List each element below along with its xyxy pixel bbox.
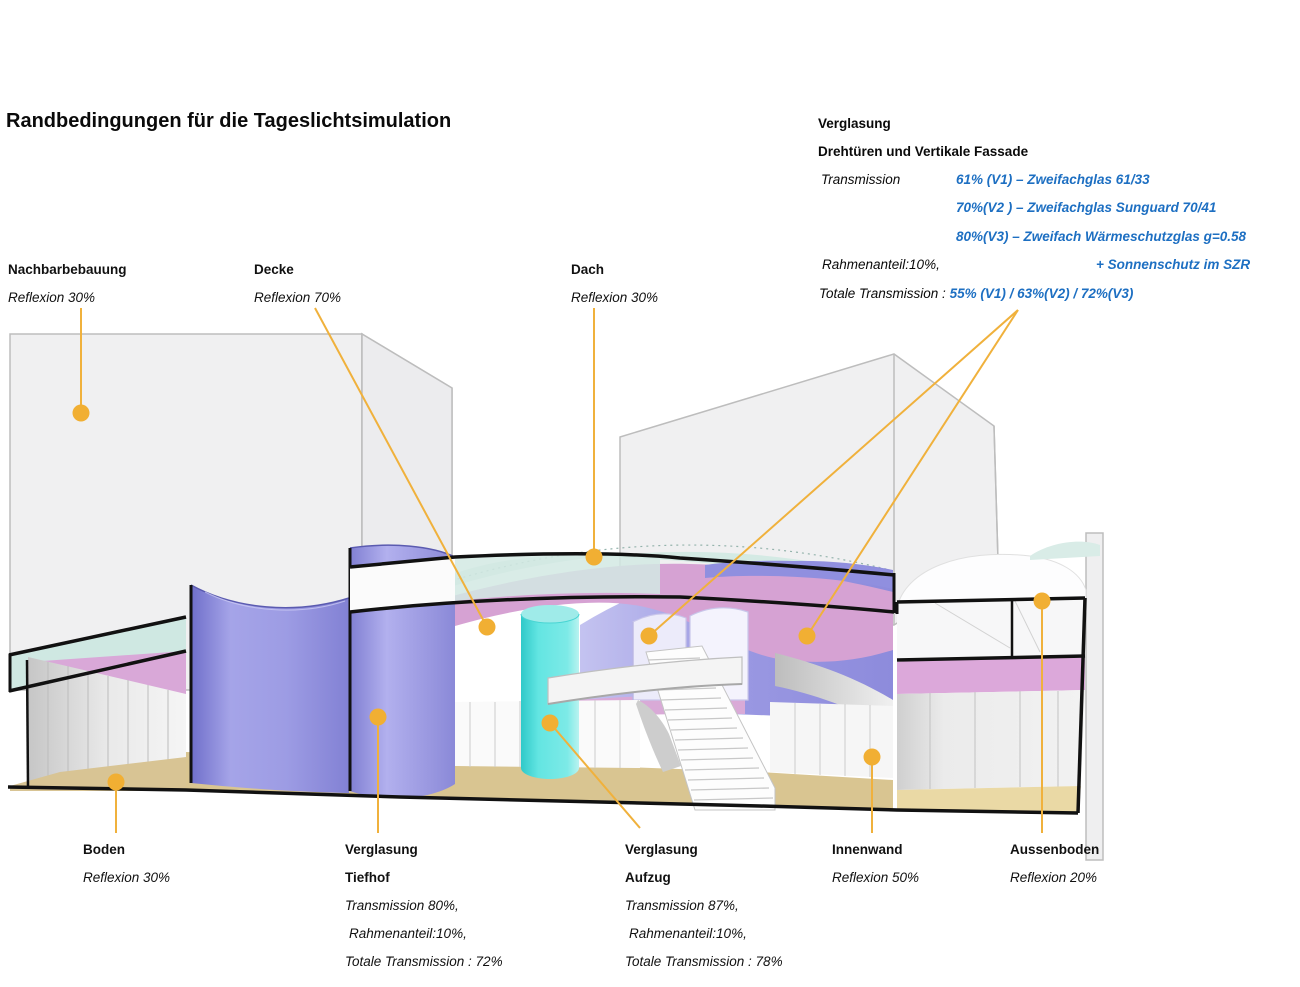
annotation-value: Reflexion 70%	[254, 290, 342, 305]
dot-glazing-1	[641, 628, 658, 645]
glazing-heading: Verglasung	[818, 116, 891, 131]
annotation-value: Reflexion 30%	[8, 290, 96, 305]
annotation-line3: Totale Transmission : 78%	[625, 954, 783, 969]
transmission-option-v2: 70%(V2 ) – Zweifachglas Sunguard 70/41	[956, 200, 1217, 215]
dot-aussenboden	[1034, 593, 1051, 610]
annotation-line3: Totale Transmission : 72%	[345, 954, 503, 969]
annotation-subtitle: Tiefhof	[345, 870, 390, 885]
total-transmission-label: Totale Transmission :	[819, 286, 946, 301]
glazing-subheading: Drehtüren und Vertikale Fassade	[818, 144, 1029, 159]
page-title: Randbedingungen für die Tageslichtsimulation	[6, 110, 452, 132]
dot-boden	[108, 774, 125, 791]
dot-tiefhof	[370, 709, 387, 726]
frame-fraction-label: Rahmenanteil:10%,	[822, 257, 940, 272]
annotation-value: Reflexion 50%	[832, 870, 920, 885]
total-transmission-values: 55% (V1) / 63%(V2) / 72%(V3)	[949, 286, 1134, 301]
annotation-line1: Transmission 87%,	[625, 898, 739, 913]
annotation-title: Aussenboden	[1010, 842, 1100, 857]
annotation-title: Verglasung	[345, 842, 418, 857]
transmission-option-v3: 80%(V3) – Zweifach Wärmeschutzglas g=0.58	[956, 229, 1246, 244]
dot-decke	[479, 619, 496, 636]
annotation-title: Boden	[83, 842, 125, 857]
dot-aufzug	[542, 715, 559, 732]
dot-nachbarbebauung	[73, 405, 90, 422]
annotation-line1: Transmission 80%,	[345, 898, 459, 913]
right-section	[897, 598, 1085, 813]
annotation-value: Reflexion 30%	[83, 870, 171, 885]
annotation-title: Verglasung	[625, 842, 698, 857]
annotation-aussenboden	[1010, 836, 1099, 892]
dot-innenwand	[864, 749, 881, 766]
annotation-title: Innenwand	[832, 842, 903, 857]
annotation-verglasung-tiefhof	[345, 836, 503, 976]
total-transmission-row	[819, 286, 1133, 301]
annotation-nachbarbebauung	[8, 256, 127, 312]
annotation-verglasung-aufzug	[625, 836, 783, 976]
dot-dach	[586, 549, 603, 566]
annotation-value: Reflexion 20%	[1010, 870, 1098, 885]
right-pink-band	[897, 657, 1085, 694]
annotation-title: Dach	[571, 262, 605, 277]
annotation-dach	[571, 256, 658, 312]
annotation-value: Reflexion 30%	[571, 290, 659, 305]
transmission-label: Transmission	[821, 172, 901, 187]
annotation-decke	[254, 256, 341, 312]
dot-glazing-2	[799, 628, 816, 645]
transmission-option-v1: 61% (V1) – Zweifachglas 61/33	[956, 172, 1150, 187]
purple-wall-left	[191, 585, 349, 793]
annotation-line2: Rahmenanteil:10%,	[629, 926, 747, 941]
annotation-line2: Rahmenanteil:10%,	[349, 926, 467, 941]
neighbour-building-far-right	[1086, 533, 1103, 860]
sun-protection-note: + Sonnenschutz im SZR	[1096, 257, 1251, 272]
right-gray-wall	[897, 690, 1085, 790]
annotation-boden	[83, 836, 170, 892]
annotation-subtitle: Aufzug	[625, 870, 671, 885]
annotation-title: Decke	[254, 262, 294, 277]
annotation-innenwand	[832, 836, 919, 892]
right-upper-white-band	[897, 598, 1085, 660]
annotation-title: Nachbarbebauung	[8, 262, 127, 277]
